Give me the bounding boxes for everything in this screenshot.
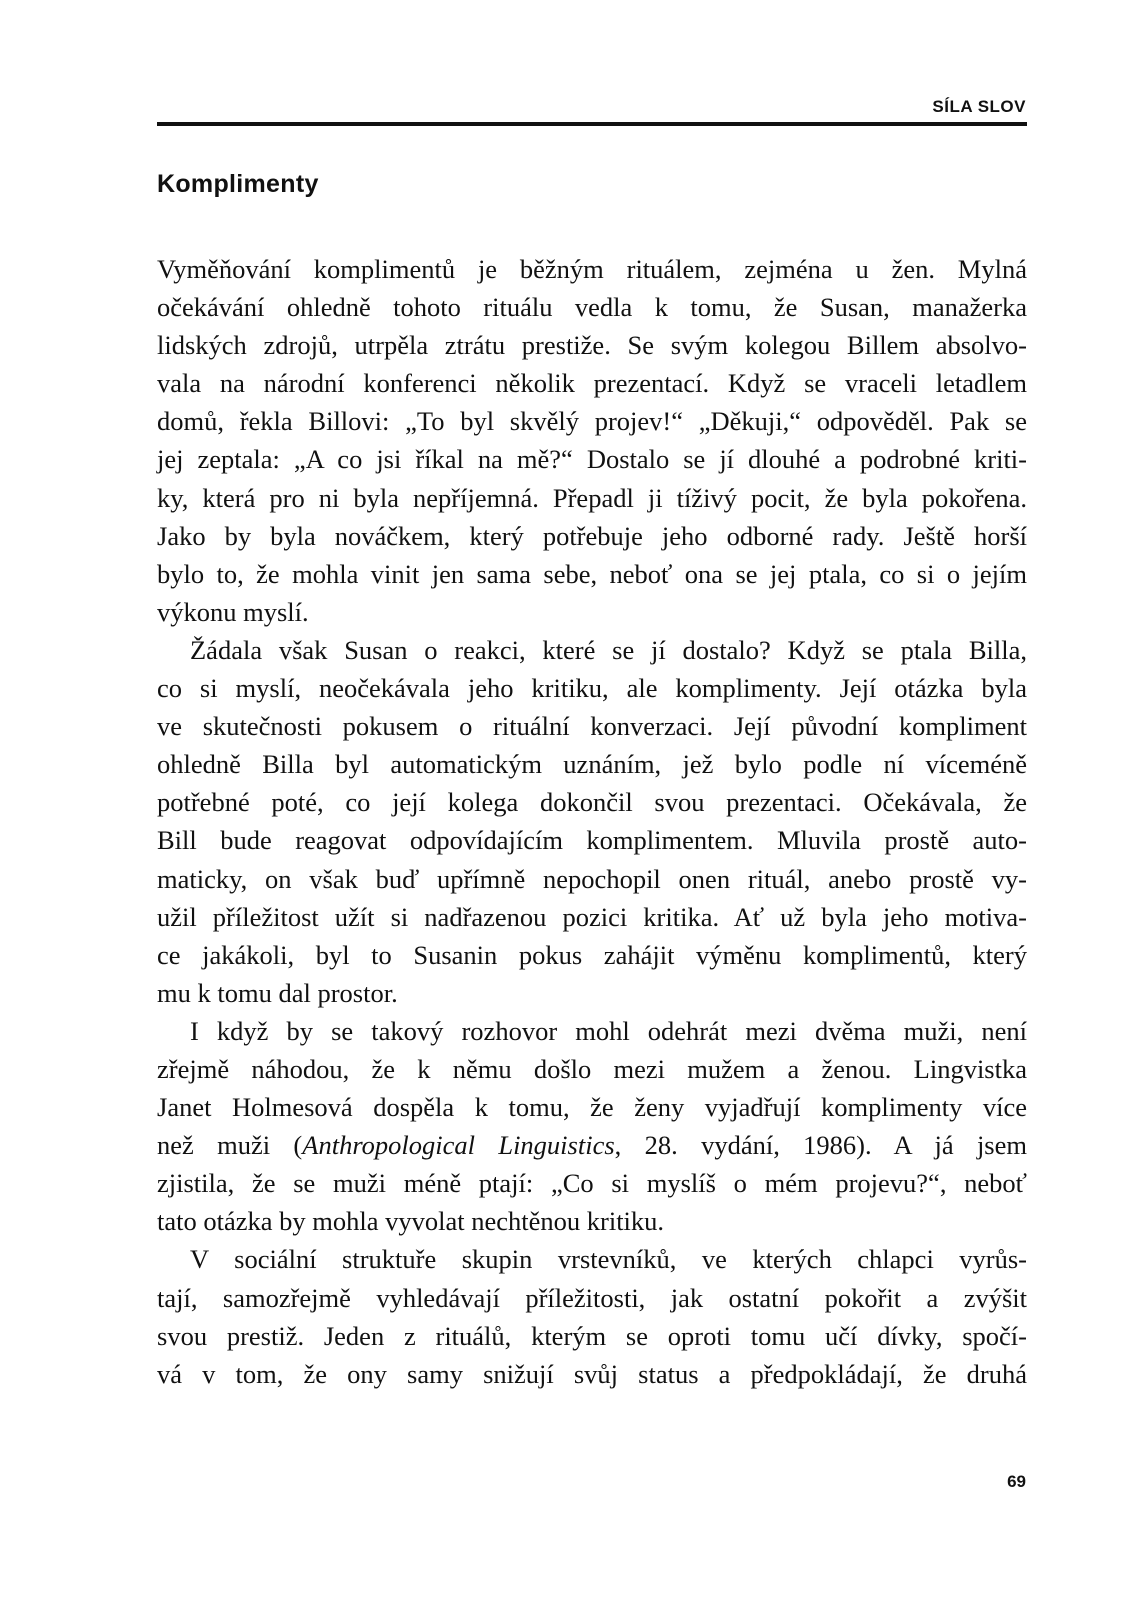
text-line: Bill bude reagovat odpovídajícím komplimentem. Mluvila prostě auto-	[157, 825, 1027, 856]
text-line: I když by se takový rozhovor mohl odehrát mezi dvěma muži, není	[190, 1015, 1027, 1046]
text-line: Jako by byla nováčkem, který potřebuje jeho odborné rady. Ještě horší	[157, 520, 1027, 551]
text-line: svou prestiž. Jeden z rituálů, kterým se oproti tomu učí dívky, spočí-	[157, 1320, 1027, 1351]
text-line: zřejmě náhodou, že k němu došlo mezi mužem a ženou. Lingvistka	[157, 1053, 1027, 1084]
text-line: tají, samozřejmě vyhledávají příležitosti, jak ostatní pokořit a zvýšit	[157, 1282, 1027, 1313]
text-line: bylo to, že mohla vinit jen sama sebe, neboť ona se jej ptala, co si o jejím	[157, 558, 1027, 589]
text-line: jej zeptala: „A co jsi říkal na mě?“ Dostalo se jí dlouhé a podrobné kriti-	[157, 444, 1027, 475]
text-line: očekávání ohledně tohoto rituálu vedla k tomu, že Susan, manažerka	[157, 292, 1027, 323]
text-line: lidských zdrojů, utrpěla ztrátu prestiže. Se svým kolegou Billem absolvo-	[157, 330, 1027, 361]
text-line: co si myslí, neočekávala jeho kritiku, ale komplimenty. Její otázka byla	[157, 673, 1027, 704]
text-line: potřebné poté, co její kolega dokončil svou prezentaci. Očekávala, že	[157, 787, 1027, 818]
citation-lead: než muži (	[157, 1130, 303, 1161]
text-line: užil příležitost užít si nadřazenou pozici kritika. Ať už byla jeho motiva-	[157, 901, 1027, 932]
text-line: ohledně Billa byl automatickým uznáním, jež bylo podle ní víceméně	[157, 749, 1027, 780]
text-line: vala na národní konferenci několik prezentací. Když se vraceli letadlem	[157, 368, 1027, 399]
text-line: mu k tomu dal prostor.	[157, 977, 398, 1008]
page-number: 69	[1007, 1472, 1026, 1491]
text-line: zjistila, že se muži méně ptají: „Co si myslíš o mém projevu?“, neboť	[157, 1168, 1027, 1199]
body-text	[157, 250, 1027, 1393]
text-line-with-citation	[157, 1126, 1027, 1164]
text-line: ce jakákoli, byl to Susanin pokus zahájit výměnu komplimentů, který	[157, 939, 1027, 970]
citation-title: Anthropological Linguistics	[302, 1130, 615, 1161]
text-line: domů, řekla Billovi: „To byl skvělý projev!“ „Děkuji,“ odpověděl. Pak se	[157, 406, 1027, 437]
text-line: V sociální struktuře skupin vrstevníků, ve kterých chlapci vyrůs-	[190, 1244, 1027, 1275]
text-line: ve skutečnosti pokusem o rituální konverzaci. Její původní kompliment	[157, 711, 1027, 742]
citation-tail: , 28. vydání, 1986). A já jsem	[614, 1130, 1027, 1161]
text-line: maticky, on však buď upřímně nepochopil onen rituál, anebo prostě vy-	[157, 863, 1027, 894]
text-line: ky, která pro ni byla nepříjemná. Přepadl ji tíživý pocit, že byla pokořena.	[157, 482, 1027, 513]
running-head: SÍLA SLOV	[932, 97, 1026, 116]
section-heading: Komplimenty	[157, 170, 319, 198]
text-line: vá v tom, že ony samy snižují svůj status a předpokládají, že druhá	[157, 1358, 1027, 1389]
text-line: Vyměňování komplimentů je běžným rituálem, zejména u žen. Mylná	[157, 254, 1027, 284]
text-line: tato otázka by mohla vyvolat nechtěnou kritiku.	[157, 1206, 665, 1237]
text-line: Janet Holmesová dospěla k tomu, že ženy vyjadřují komplimenty více	[157, 1092, 1027, 1123]
header-rule	[157, 122, 1027, 126]
text-line: výkonu myslí.	[157, 596, 309, 627]
text-line: Žádala však Susan o reakci, které se jí dostalo? Když se ptala Billa,	[190, 634, 1027, 665]
